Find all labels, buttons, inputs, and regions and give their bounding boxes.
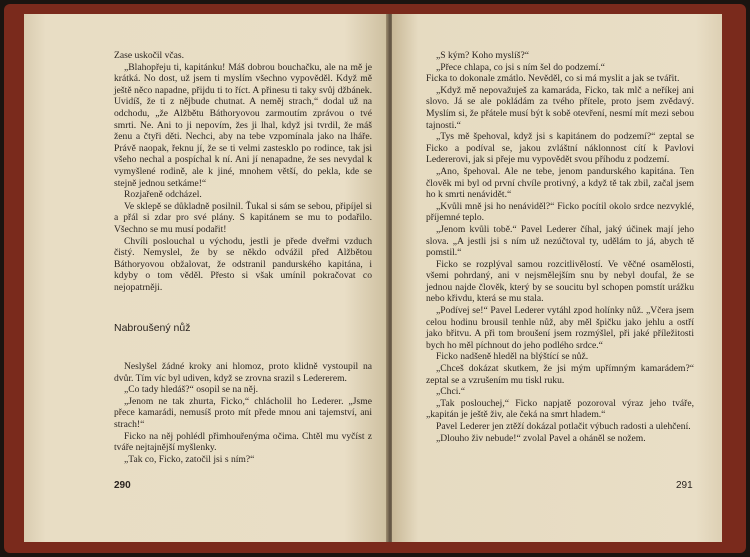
paragraph: „Jenom kvůli tobě.“ Pavel Lederer číhal, jaký účinek mají jeho slova. „A jestli jsi s ním už nezúčtoval ty, udělám to já, abych tě pomstil.“ (426, 223, 694, 259)
paragraph: Ve sklepě se důkladně posilnil. Ťukal si sám se sebou, připíjel si a přál si zdar pro své plány. S kapitánem se mu to podařilo. Všechno se mu musí podařit! (114, 200, 372, 235)
paragraph: Zase uskočil včas. (114, 50, 185, 61)
left-page-text (114, 50, 372, 465)
paragraph: „Jenom ne tak zhurta, Ficko,“ chlácholil ho Lederer. „Jsme přece kamarádi, nemusíš proto mít přede mnou ani tajemství, ani strach!“ (114, 395, 372, 431)
paragraph: „Chci.“ (436, 386, 466, 398)
paragraph: Ficko nadšeně hleděl na blýštící se nůž. (436, 351, 589, 363)
paragraph: „Tys mě špehoval, když jsi s kapitánem do podzemí?“ zeptal se Ficko a podíval se, jakou zvláštní náklonnost cítí k Pavlovi Ledererovi, jak si přeje mu vypovědět svou příhodu z podzemí. (426, 131, 694, 166)
paragraph: „Přece chlapa, co jsi s ním šel do podzemí.“ (436, 61, 605, 73)
paragraph: Chvíli poslouchal u východu, jestli je přede dveřmi vzduch čistý. Nemyslel, že by se někdo odvážil před Alžbětou Báthoryovou obžalovat, že odstranil pandurského kapitána, i kdyby o tom věděl. Přesto si však umínil pokračovat co nejopatrněji. (114, 235, 372, 293)
paragraph: „Když mě nepovažuješ za kamaráda, Ficko, tak mlč a neříkej ani slovo. Já se ale pokládám za tvého přítele, proto jsem zvědavý. Myslím si, že přátele musí být k sobě otevření, nesmí mít mezi sebou tajnosti.“ (426, 84, 694, 131)
paragraph: „Co tady hledáš?“ osopil se na něj. (124, 384, 259, 396)
paragraph: „Kvůli mně jsi ho nenáviděl?“ Ficko pocítil okolo srdce nezvyklé, příjemné teplo. (426, 200, 694, 224)
right-page-text (426, 50, 694, 444)
paragraph: Ficko se rozplýval samou rozcitlivělostí. Ve věčné osamělosti, všemi pohrdaný, ani v nejsmělejším snu by nebyl doufal, že se jednou najde člověk, který by se soucitu byl schopen pomstít urážku nebo křivdu, která se mu stala. (426, 258, 694, 305)
paragraph: „Podívej se!“ Pavel Lederer vytáhl zpod holínky nůž. „Včera jsem celou hodinu brousil tenhle nůž, aby měl špičku jako jehlu a ostří jako břitvu. A při tom broušení jsem rozmýšlel, při jaké příležitosti bych ho měl píchnout do jeho podlého srdce.“ (426, 305, 694, 351)
paragraph: „Tak poslouchej,“ Ficko napjatě pozoroval výraz jeho tváře, „kapitán je ještě živ, ale čeká na smrt hladem.“ (426, 397, 694, 421)
page-number: 290 (114, 480, 131, 491)
paragraph: „Blahopřeju ti, kapitánku! Máš dobrou bouchačku, ale na mě je krátká. No dost, už jsem ti myslím všechno vypověděl. Když mě ještě něco napadne, přijdu ti to říct. A přinesu ti taky svůj džbánek. Uvidíš, že ti z nějbude chutnat. A neměj strach,“ dodal už na odchodu, „že Alžbětu Báthoryovou zarmoutím zprávou o tvé smrti. Ne. Ani to ji nepovím, žes ji lhal, když jsi tvrdil, že máš ženu a čtyři děti. Nechci, aby na tebe vzpomínala jako na lháře. Právě naopak, řeknu jí, že se ti velmi zastesklo po rodince, tak jsi všeho nechal a pospíchal k ní. Ani jí nenapadne, že ses nevydal k vymyšlené rodině, ale k jiné, mnohem větší, do pekla, kde se stejně jednou setkáme!“ (114, 61, 372, 189)
section-heading: Nabroušený nůž (114, 322, 191, 335)
paragraph: „S kým? Koho myslíš?“ (436, 50, 529, 61)
paragraph: Neslyšel žádné kroky ani hlomoz, proto klidně vystoupil na dvůr. Tím víc byl udiven, když se zrovna srazil s Ledererem. (114, 361, 372, 384)
paragraph: Ficko na něj pohlédl přimhouřenýma očima. Chtěl mu vyčíst z tváře nejtajnější myšlenky. (114, 430, 372, 454)
paragraph: „Dlouho živ nebude!“ zvolal Pavel a oháněl se nožem. (436, 432, 646, 444)
page-number: 291 (676, 480, 693, 491)
paragraph: „Tak co, Ficko, zatočil jsi s ním?“ (124, 453, 255, 465)
paragraph: „Ano, špehoval. Ale ne tebe, jenom pandurského kapitána. Ten člověk mi byl od první chvíle protivný, a když tě tak zbil, začal jsem ho k smrti nenávidět.“ (426, 165, 694, 201)
left-page (24, 14, 388, 542)
paragraph: Rozjařeně odcházel. (124, 189, 202, 201)
paragraph: „Chceš dokázat skutkem, že jsi mým upřímným kamarádem?“ zeptal se a vzrušením mu tiskl ruku. (426, 363, 694, 386)
right-page (392, 14, 722, 542)
paragraph: Ficka to dokonale zmátlo. Nevěděl, co si má myslit a jak se tvářit. (426, 73, 680, 85)
paragraph: Pavel Lederer jen ztěží dokázal potlačit výbuch radosti a ulehčení. (436, 421, 691, 432)
